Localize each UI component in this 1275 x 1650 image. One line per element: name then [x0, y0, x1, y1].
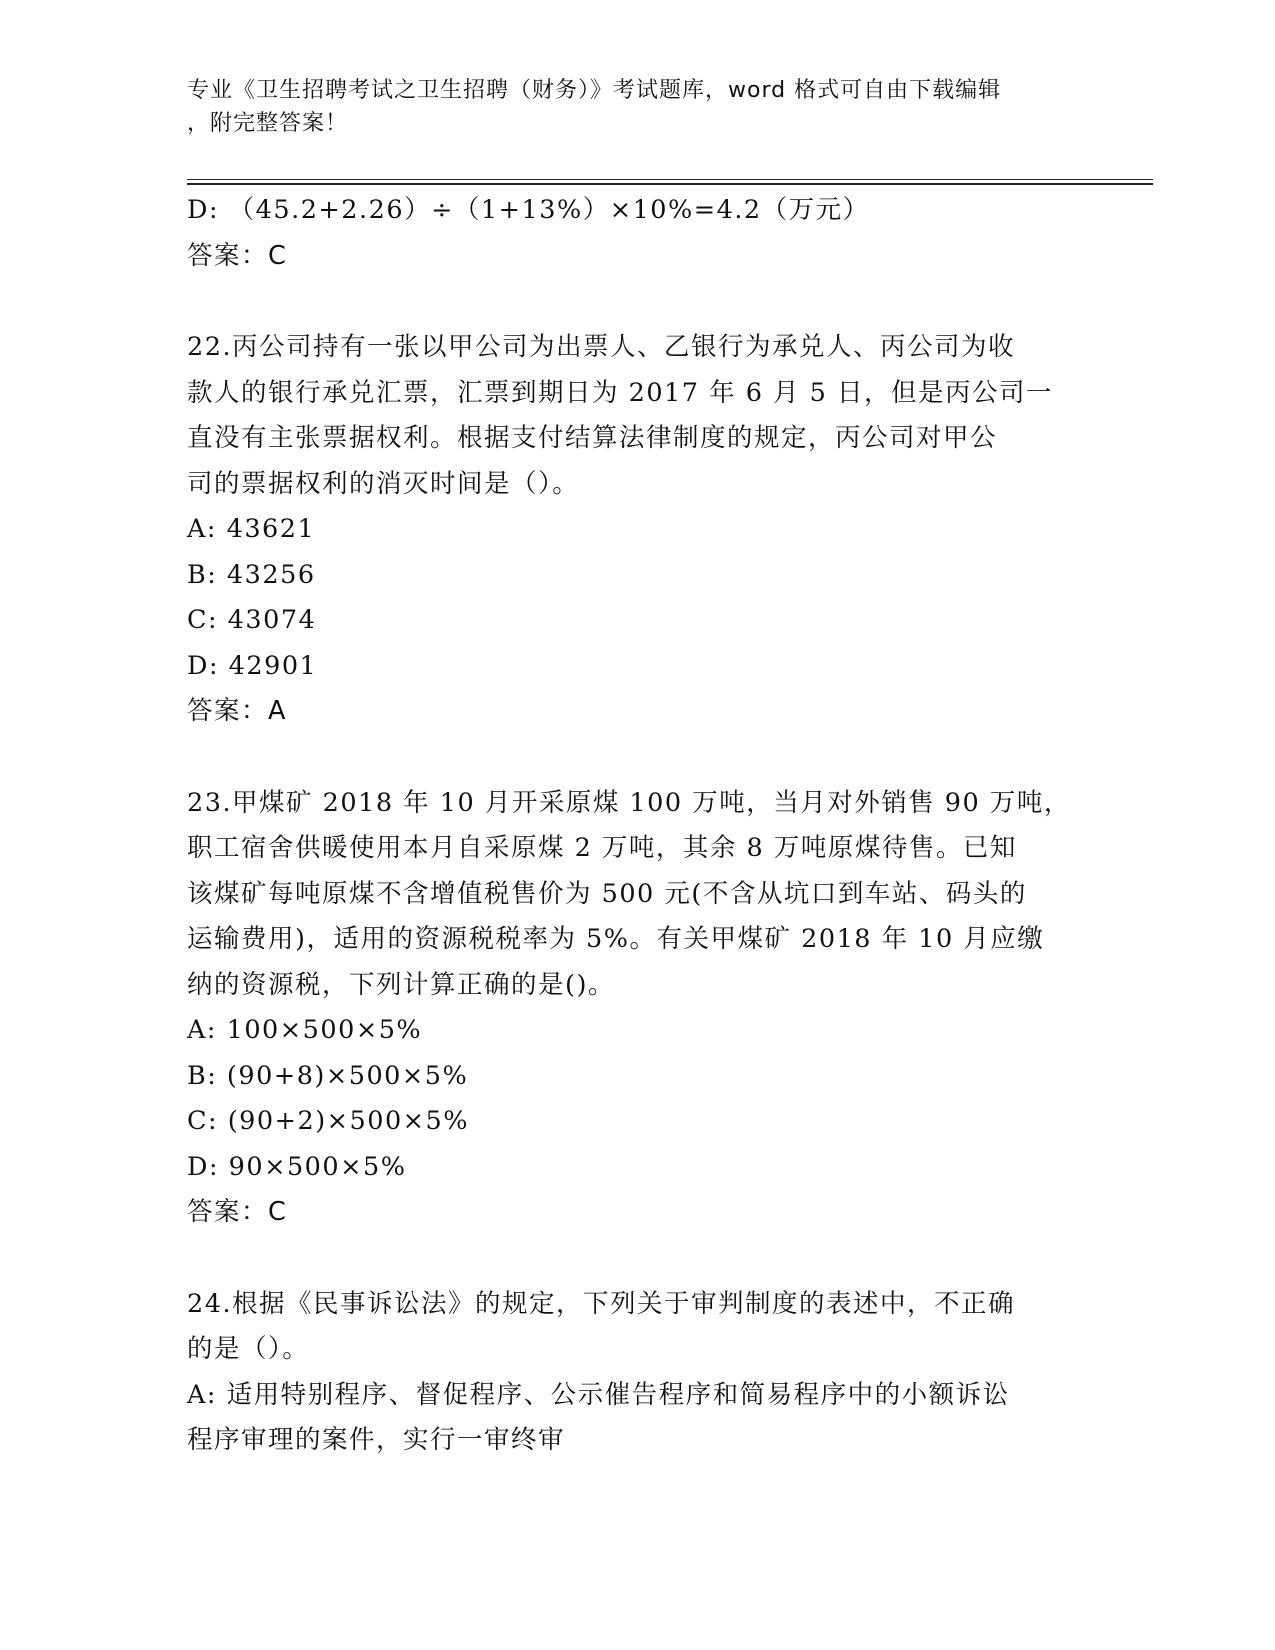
- header-line-2: ，附完整答案！: [187, 111, 349, 136]
- option-c: C: (90+2)×500×5%: [187, 1106, 470, 1136]
- option-c: C: 43074: [187, 605, 317, 635]
- answer: 答案：A: [187, 696, 287, 726]
- option-a-continued: 程序审理的案件，实行一审终审: [187, 1425, 566, 1455]
- header-divider-thin: [187, 179, 1153, 180]
- option-d: D: 42901: [187, 650, 318, 681]
- header-line-1: 专业《卫生招聘考试之卫生招聘（财务）》考试题库，word 格式可自由下载编辑: [187, 78, 1002, 103]
- option-b: B: 43256: [187, 559, 316, 590]
- prev-option-d: D: （45.2+2.26）÷（1+13%）×10%=4.2（万元）: [187, 195, 870, 225]
- question-stem-line: 该煤矿每吨原煤不含增值税售价为 500 元(不含从坑口到车站、码头的: [187, 878, 1027, 909]
- question-stem-line: 款人的银行承兑汇票，汇票到期日为 2017 年 6 月 5 日，但是丙公司一: [187, 377, 1053, 408]
- prev-answer: 答案：C: [187, 240, 288, 271]
- option-a: A: 43621: [187, 514, 316, 544]
- question-22: [187, 325, 1077, 735]
- spacer: [187, 1236, 1077, 1282]
- option-a: A: 100×500×5%: [187, 1015, 423, 1045]
- question-24: [187, 1282, 1077, 1464]
- question-stem-line: 纳的资源税，下列计算正确的是()。: [187, 969, 615, 1000]
- question-stem-line: 职工宿舍供暖使用本月自采原煤 2 万吨，其余 8 万吨原煤待售。已知: [187, 833, 1017, 863]
- question-stem-line: 司的票据权利的消灭时间是（）。: [187, 468, 580, 499]
- question-stem-line: 运输费用)，适用的资源税税率为 5%。有关甲煤矿 2018 年 10 月应缴: [187, 924, 1045, 954]
- option-b: B: (90+8)×500×5%: [187, 1060, 469, 1091]
- header-divider-thick: [187, 183, 1153, 185]
- question-stem-line: 24.根据《民事诉讼法》的规定，下列关于审判制度的表述中，不正确: [187, 1288, 1016, 1319]
- option-a: A: 适用特别程序、督促程序、公示催告程序和简易程序中的小额诉讼: [187, 1379, 1010, 1410]
- document-header: [187, 74, 1067, 140]
- question-content: [187, 188, 1077, 1464]
- question-23: [187, 781, 1077, 1236]
- answer: 答案：C: [187, 1197, 288, 1227]
- question-stem-line: 的是（）。: [187, 1334, 310, 1364]
- question-stem-line: 23.甲煤矿 2018 年 10 月开采原煤 100 万吨，当月对外销售 90 万吨，: [187, 787, 1071, 818]
- question-stem-line: 22.丙公司持有一张以甲公司为出票人、乙银行为承兑人、丙公司为收: [187, 332, 1016, 362]
- spacer: [187, 279, 1077, 325]
- question-stem-line: 直没有主张票据权利。根据支付结算法律制度的规定，丙公司对甲公: [187, 423, 998, 453]
- option-d: D: 90×500×5%: [187, 1151, 407, 1182]
- spacer: [187, 735, 1077, 781]
